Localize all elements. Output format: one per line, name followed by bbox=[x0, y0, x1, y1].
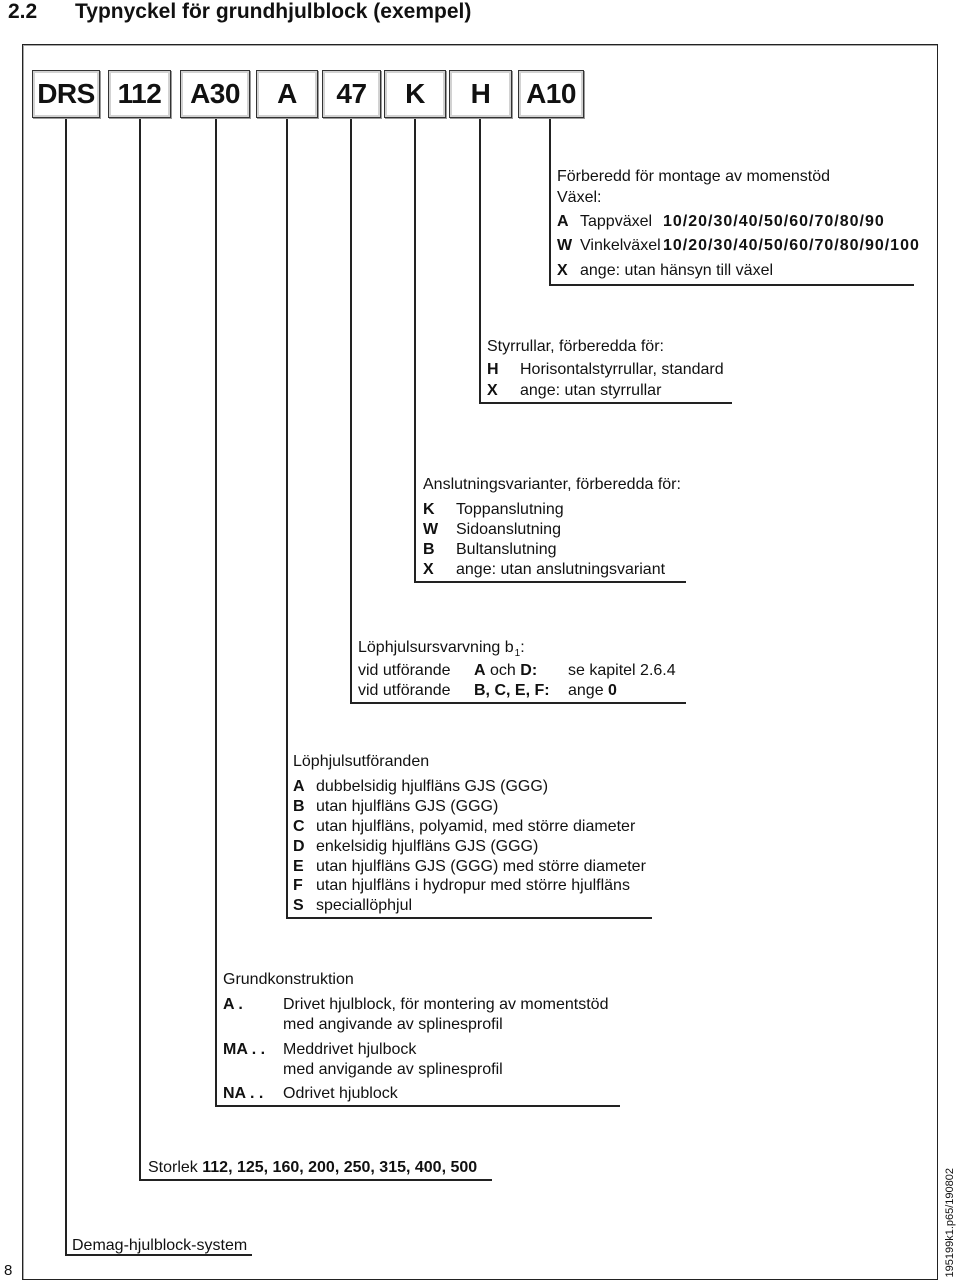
code-box-guide-rollers: H bbox=[449, 70, 512, 118]
wheel-bore-row-condition: B, C, E, F: bbox=[474, 682, 550, 699]
option-value: 10/20/30/40/50/60/70/80/90 bbox=[663, 213, 885, 230]
option-label: utan hjulfläns i hydropur med större hjulfläns bbox=[316, 877, 630, 894]
connector-underline-gear bbox=[549, 284, 914, 286]
option-label: dubbelsidig hjulfläns GJS (GGG) bbox=[316, 778, 549, 795]
gear-section-title: Förberedd för montage av momenstöd bbox=[557, 168, 831, 185]
code-box-connection: K bbox=[384, 70, 446, 118]
size-values: 112, 125, 160, 200, 250, 315, 400, 500 bbox=[202, 1159, 478, 1176]
option-label: speciallöphjul bbox=[316, 897, 413, 914]
option-code: W bbox=[423, 521, 439, 538]
gear-section-subtitle: Växel: bbox=[557, 189, 602, 206]
option-label: Bultanslutning bbox=[456, 541, 557, 558]
code-box-basic-design: A30 bbox=[180, 70, 250, 118]
code-box-system: DRS bbox=[32, 70, 100, 118]
wheel-bore-row bbox=[358, 661, 676, 681]
option-label-continuation: med angivande av splinesprofil bbox=[283, 1016, 503, 1033]
result-text: ange bbox=[568, 682, 604, 699]
option-label: Meddrivet hjulbock bbox=[283, 1041, 417, 1058]
connection-option-row bbox=[423, 560, 665, 580]
code-box-size: 112 bbox=[108, 70, 171, 118]
wheel-design-option-row bbox=[293, 777, 548, 797]
wheel-bore-row-condition bbox=[474, 661, 568, 681]
wheel-bore-row-result bbox=[568, 681, 617, 701]
option-code: B bbox=[293, 798, 305, 815]
option-label: ange: utan hänsyn till växel bbox=[580, 262, 774, 279]
option-label: Sidoanslutning bbox=[456, 521, 561, 538]
connector-underline-guide-rollers bbox=[479, 402, 732, 404]
wheel-design-option-row bbox=[293, 857, 646, 877]
code-box-gear: A10 bbox=[518, 70, 584, 118]
option-code: X bbox=[423, 561, 434, 578]
connection-section-title: Anslutningsvarianter, förberedda för: bbox=[423, 476, 681, 493]
option-code: F bbox=[293, 877, 303, 894]
connector-underline-wheel-bore bbox=[350, 702, 686, 704]
wheel-bore-title-text: Löphjulsursvarvning b bbox=[358, 639, 514, 656]
wheel-bore-row-prefix: vid utförande bbox=[358, 662, 451, 679]
option-code: A bbox=[293, 778, 305, 795]
wheel-bore-row-prefix: vid utförande bbox=[358, 682, 451, 699]
option-code: NA . . bbox=[223, 1085, 264, 1102]
option-code: S bbox=[293, 897, 304, 914]
basic-design-option-row bbox=[223, 1040, 416, 1060]
connector-underline-connection bbox=[414, 581, 686, 583]
connector-underline-basic-design bbox=[215, 1105, 620, 1107]
system-label: Demag-hjulblock-system bbox=[72, 1237, 248, 1254]
result-value: 0 bbox=[608, 682, 617, 699]
connector-line-system bbox=[65, 118, 67, 1256]
wheel-design-option-row bbox=[293, 896, 412, 916]
option-label: Toppanslutning bbox=[456, 501, 564, 518]
connector-underline-size bbox=[139, 1179, 492, 1181]
connector-line-size bbox=[139, 118, 141, 1181]
wheel-bore-row-result: se kapitel 2.6.4 bbox=[568, 662, 676, 679]
file-reference: 195199k1.p65/190802 bbox=[944, 1168, 956, 1278]
wheel-bore-section-title bbox=[358, 638, 525, 660]
gear-option-row bbox=[557, 261, 773, 281]
connector-line-guide-rollers bbox=[479, 118, 481, 404]
option-code: E bbox=[293, 858, 304, 875]
basic-design-option-row bbox=[223, 1084, 398, 1104]
section-title: Typnyckel för grundhjulblock (exempel) bbox=[75, 0, 472, 23]
wheel-design-option-row bbox=[293, 837, 538, 857]
guide-rollers-option-row bbox=[487, 381, 661, 401]
code-box-wheel-bore: 47 bbox=[322, 70, 381, 118]
condition-code-d: D: bbox=[520, 662, 538, 679]
connector-line-connection bbox=[414, 118, 416, 583]
size-label: Storlek bbox=[148, 1159, 198, 1176]
wheel-bore-title-subscript: 1 bbox=[514, 648, 521, 659]
option-label: utan hjulfläns GJS (GGG) med större diameter bbox=[316, 858, 646, 875]
option-code: MA . . bbox=[223, 1041, 266, 1058]
gear-option-row bbox=[557, 236, 920, 256]
option-label: Tappväxel bbox=[580, 213, 653, 230]
wheel-bore-row bbox=[358, 681, 617, 701]
size-line bbox=[148, 1158, 477, 1178]
option-label: Odrivet hjublock bbox=[283, 1085, 398, 1102]
option-code: H bbox=[487, 361, 499, 378]
option-label: utan hjulfläns GJS (GGG) bbox=[316, 798, 499, 815]
option-code: K bbox=[423, 501, 435, 518]
connector-line-basic-design bbox=[215, 118, 217, 1107]
wheel-design-option-row bbox=[293, 797, 498, 817]
wheel-design-option-row bbox=[293, 817, 635, 837]
option-label: enkelsidig hjulfläns GJS (GGG) bbox=[316, 838, 539, 855]
option-code: D bbox=[293, 838, 305, 855]
option-code: B bbox=[423, 541, 435, 558]
wheel-bore-title-suffix: : bbox=[520, 639, 525, 656]
condition-join: och bbox=[490, 662, 516, 679]
guide-rollers-option-row bbox=[487, 360, 724, 380]
option-code: X bbox=[487, 382, 498, 399]
wheel-design-option-row bbox=[293, 876, 630, 896]
wheel-design-section-title: Löphjulsutföranden bbox=[293, 753, 430, 770]
option-label: utan hjulfläns, polyamid, med större diameter bbox=[316, 818, 636, 835]
option-code: A . bbox=[223, 996, 243, 1013]
page-number: 8 bbox=[4, 1262, 13, 1279]
option-label: Drivet hjulblock, för montering av momentstöd bbox=[283, 996, 609, 1013]
option-value: 10/20/30/40/50/60/70/80/90/100 bbox=[663, 237, 920, 254]
basic-design-option-row bbox=[223, 995, 608, 1015]
option-label: Horisontalstyrrullar, standard bbox=[520, 361, 724, 378]
gear-option-row bbox=[557, 212, 885, 232]
option-code: X bbox=[557, 262, 568, 279]
option-label: ange: utan anslutningsvariant bbox=[456, 561, 666, 578]
connector-line-gear bbox=[549, 118, 551, 286]
option-code: W bbox=[557, 237, 573, 254]
basic-design-section-title: Grundkonstruktion bbox=[223, 971, 354, 988]
section-number: 2.2 bbox=[8, 0, 38, 23]
connection-option-row bbox=[423, 520, 561, 540]
option-code: A bbox=[557, 213, 569, 230]
code-box-wheel-design: A bbox=[256, 70, 318, 118]
connection-option-row bbox=[423, 500, 564, 520]
option-label: ange: utan styrrullar bbox=[520, 382, 662, 399]
guide-rollers-section-title: Styrrullar, förberedda för: bbox=[487, 338, 664, 355]
condition-code-a: A bbox=[474, 662, 486, 679]
connection-option-row bbox=[423, 540, 557, 560]
connector-line-wheel-bore bbox=[350, 118, 352, 704]
connector-underline-wheel-design bbox=[286, 917, 652, 919]
option-label: Vinkelväxel bbox=[580, 237, 661, 254]
connector-line-wheel-design bbox=[286, 118, 288, 919]
option-code: C bbox=[293, 818, 305, 835]
option-label-continuation: med anvigande av splinesprofil bbox=[283, 1061, 503, 1078]
